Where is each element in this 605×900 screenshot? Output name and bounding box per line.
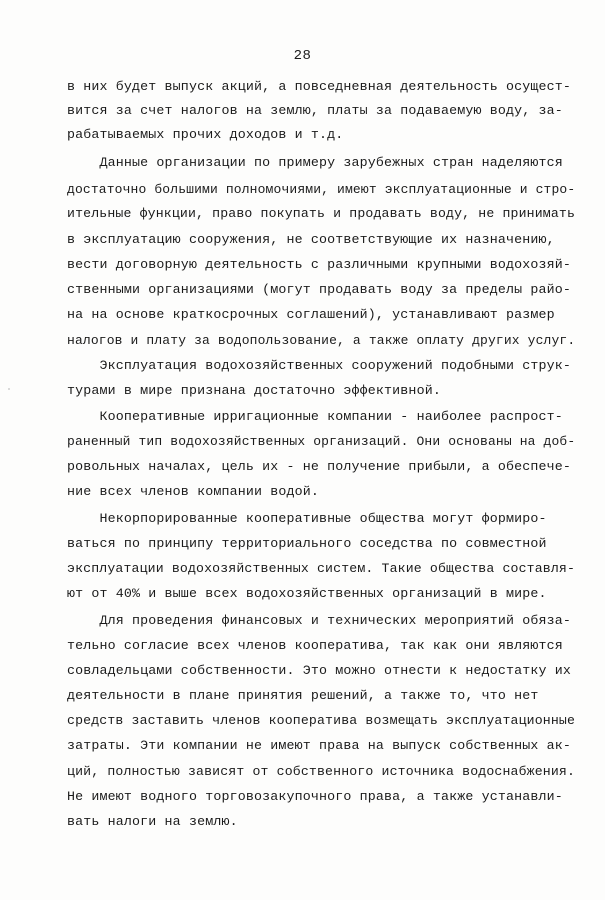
scan-speck <box>8 388 10 390</box>
text-line: Эксплуатация водохозяйственных сооружений подобными струк- <box>67 358 572 373</box>
text-line: затраты. Эти компании не имеют права на выпуск собственных ак- <box>67 738 572 753</box>
text-line: турами в мире признана достаточно эффективной. <box>67 383 441 398</box>
text-line: вится за счет налогов на землю, платы за подаваемую воду, за- <box>67 103 563 118</box>
text-line: Не имеют водного торговозакупочного права, а также устанавли- <box>67 789 563 804</box>
text-line: совладельцами собственности. Это можно отнести к недостатку их <box>67 663 572 678</box>
text-line: ние всех членов компании водой. <box>67 484 320 499</box>
text-line: ваться по принципу территориального соседства по совместной <box>67 536 547 551</box>
text-line: Для проведения финансовых и технических мероприятий обяза- <box>67 613 572 628</box>
text-line: ровольных началах, цель их - не получение прибыли, а обеспече- <box>67 459 572 474</box>
text-line: ций, полностью зависят от собственного источника водоснабжения. <box>67 764 576 779</box>
text-line: достаточно большими полномочиями, имеют эксплуатационные и стро- <box>67 182 576 197</box>
text-line: Данные организации по примеру зарубежных стран наделяются <box>67 155 563 170</box>
text-line: средств заставить членов кооператива возмещать эксплуатационные <box>67 713 576 728</box>
text-line: на на основе краткосрочных соглашений), устанавливают размер <box>67 307 555 322</box>
text-line: ительные функции, право покупать и продавать воду, не принимать <box>67 206 576 221</box>
text-line: ют от 40% и выше всех водохозяйственных организаций в мире. <box>67 586 547 601</box>
text-line: деятельности в плане принятия решений, а также то, что нет <box>67 688 539 703</box>
text-line: Кооперативные ирригационные компании - наиболее распрост- <box>67 409 563 424</box>
text-line: тельно согласие всех членов кооператива, так как они являются <box>67 638 563 653</box>
text-line: вести договорную деятельность с различными крупными водохозяй- <box>67 257 572 272</box>
page-number: 28 <box>293 48 312 64</box>
text-line: вать налоги на землю. <box>67 814 238 829</box>
text-line: в эксплуатацию сооружения, не соответствующие их назначению, <box>67 232 555 247</box>
text-line: раненный тип водохозяйственных организаций. Они основаны на доб- <box>67 434 576 449</box>
text-line: налогов и плату за водопользование, а также оплату других услуг. <box>67 333 576 348</box>
text-line: рабатываемых прочих доходов и т.д. <box>67 127 344 142</box>
text-line: в них будет выпуск акций, а повседневная деятельность осущест- <box>67 79 572 94</box>
text-line: эксплуатации водохозяйственных систем. Такие общества составля- <box>67 561 576 576</box>
text-line: ственными организациями (могут продавать воду за пределы райо- <box>67 282 572 297</box>
text-line: Некорпорированные кооперативные общества могут формиро- <box>67 511 547 526</box>
